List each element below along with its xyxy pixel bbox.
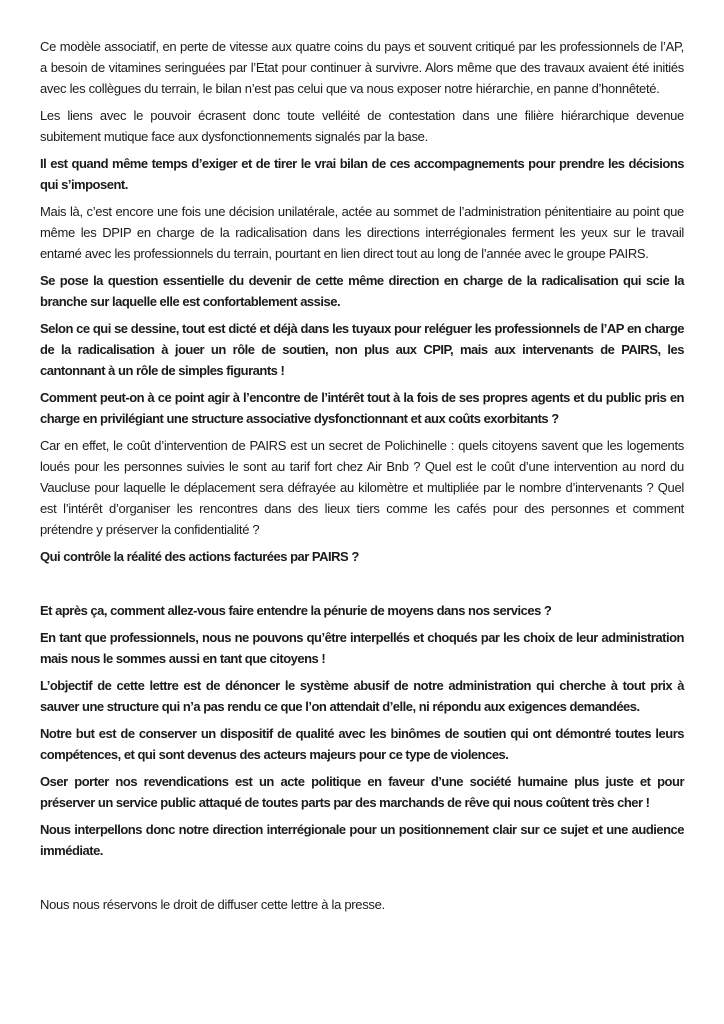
paragraph-13: Notre but est de conserver un dispositif de qualité avec les binômes de soutien qui ont démontré toutes leurs compétences, et qui sont devenus des acteurs majeurs pour ce type de violences. [40,726,684,762]
paragraph-12: L’objectif de cette lettre est de dénoncer le système abusif de notre administration qui cherche à tout prix à sauver une structure qui n’a pas rendu ce que l’on attendait d’elle, ni répondu aux exigences demandées. [40,678,684,714]
paragraph-14: Oser porter nos revendications est un acte politique en faveur d’une société humaine plus juste et pour préserver un service public attaqué de toutes parts par des marchands de rêve qui nous coûtent très cher ! [40,774,684,810]
paragraph-11: En tant que professionnels, nous ne pouvons qu’être interpellés et choqués par les choix de leur administration mais nous le sommes aussi en tant que citoyens ! [40,630,684,666]
paragraph-3: Il est quand même temps d’exiger et de tirer le vrai bilan de ces accompagnements pour prendre les décisions qui s’imposent. [40,156,684,192]
paragraph-9: Qui contrôle la réalité des actions facturées par PAIRS ? [40,549,359,564]
paragraph-5: Se pose la question essentielle du devenir de cette même direction en charge de la radicalisation qui scie la branche sur laquelle elle est confortablement assise. [40,273,684,309]
paragraph-8: Car en effet, le coût d’intervention de PAIRS est un secret de Polichinelle : quels citoyens savent que les logements loués pour les personnes suivies le sont au tarif fort chez Air Bnb ? Quel est le coût d’une intervention au nord du Vaucluse pour laquelle le déplacement sera défrayée au kilomètre et multipliée par le nombre d’intervenants ? Quel est l’intérêt d’organiser les rencontres dans des lieux tiers comme les cafés pour des personnes et comment prétendre y préserver la confidentialité ? [40,438,684,537]
paragraph-1: Ce modèle associatif, en perte de vitesse aux quatre coins du pays et souvent critiqué par les professionnels de l’AP, a besoin de vitamines seringuées par l’Etat pour continuer à survivre. Alors même que des travaux avaient été initiés avec les collègues du terrain, le bilan n’est pas celui que va nous exposer notre hiérarchie, en panne d’honnêteté. [40,39,684,96]
paragraph-15: Nous interpellons donc notre direction interrégionale pour un positionnement clair sur ce sujet et une audience immédiate. [40,822,684,858]
paragraph-16: Nous nous réservons le droit de diffuser cette lettre à la presse. [40,897,385,912]
paragraph-spacer-1 [40,573,684,600]
paragraph-7: Comment peut-on à ce point agir à l’encontre de l’intérêt tout à la fois de ses propres agents et du public pris en charge en privilégiant une structure associative dysfonctionnant et aux coûts exorbitants ? [40,390,684,426]
paragraph-spacer-2 [40,867,684,894]
paragraph-4: Mais là, c’est encore une fois une décision unilatérale, actée au sommet de l’administration pénitentiaire au point que même les DPIP en charge de la radicalisation dans les directions interrégionales ferment les yeux sur le travail entamé avec les professionnels du terrain, pourtant en lien direct tout au long de l’année avec le groupe PAIRS. [40,204,684,261]
paragraph-10: Et après ça, comment allez-vous faire entendre la pénurie de moyens dans nos services ? [40,603,552,618]
paragraph-6: Selon ce qui se dessine, tout est dicté et déjà dans les tuyaux pour reléguer les professionnels de l’AP en charge de la radicalisation à jouer un rôle de soutien, non plus aux CPIP, mais aux intervenants de PAIRS, les cantonnant à un rôle de simples figurants ! [40,321,684,378]
paragraph-2: Les liens avec le pouvoir écrasent donc toute velléité de contestation dans une filière hiérarchique devenue subitement mutique face aux dysfonctionnements signalés par la base. [40,108,684,144]
